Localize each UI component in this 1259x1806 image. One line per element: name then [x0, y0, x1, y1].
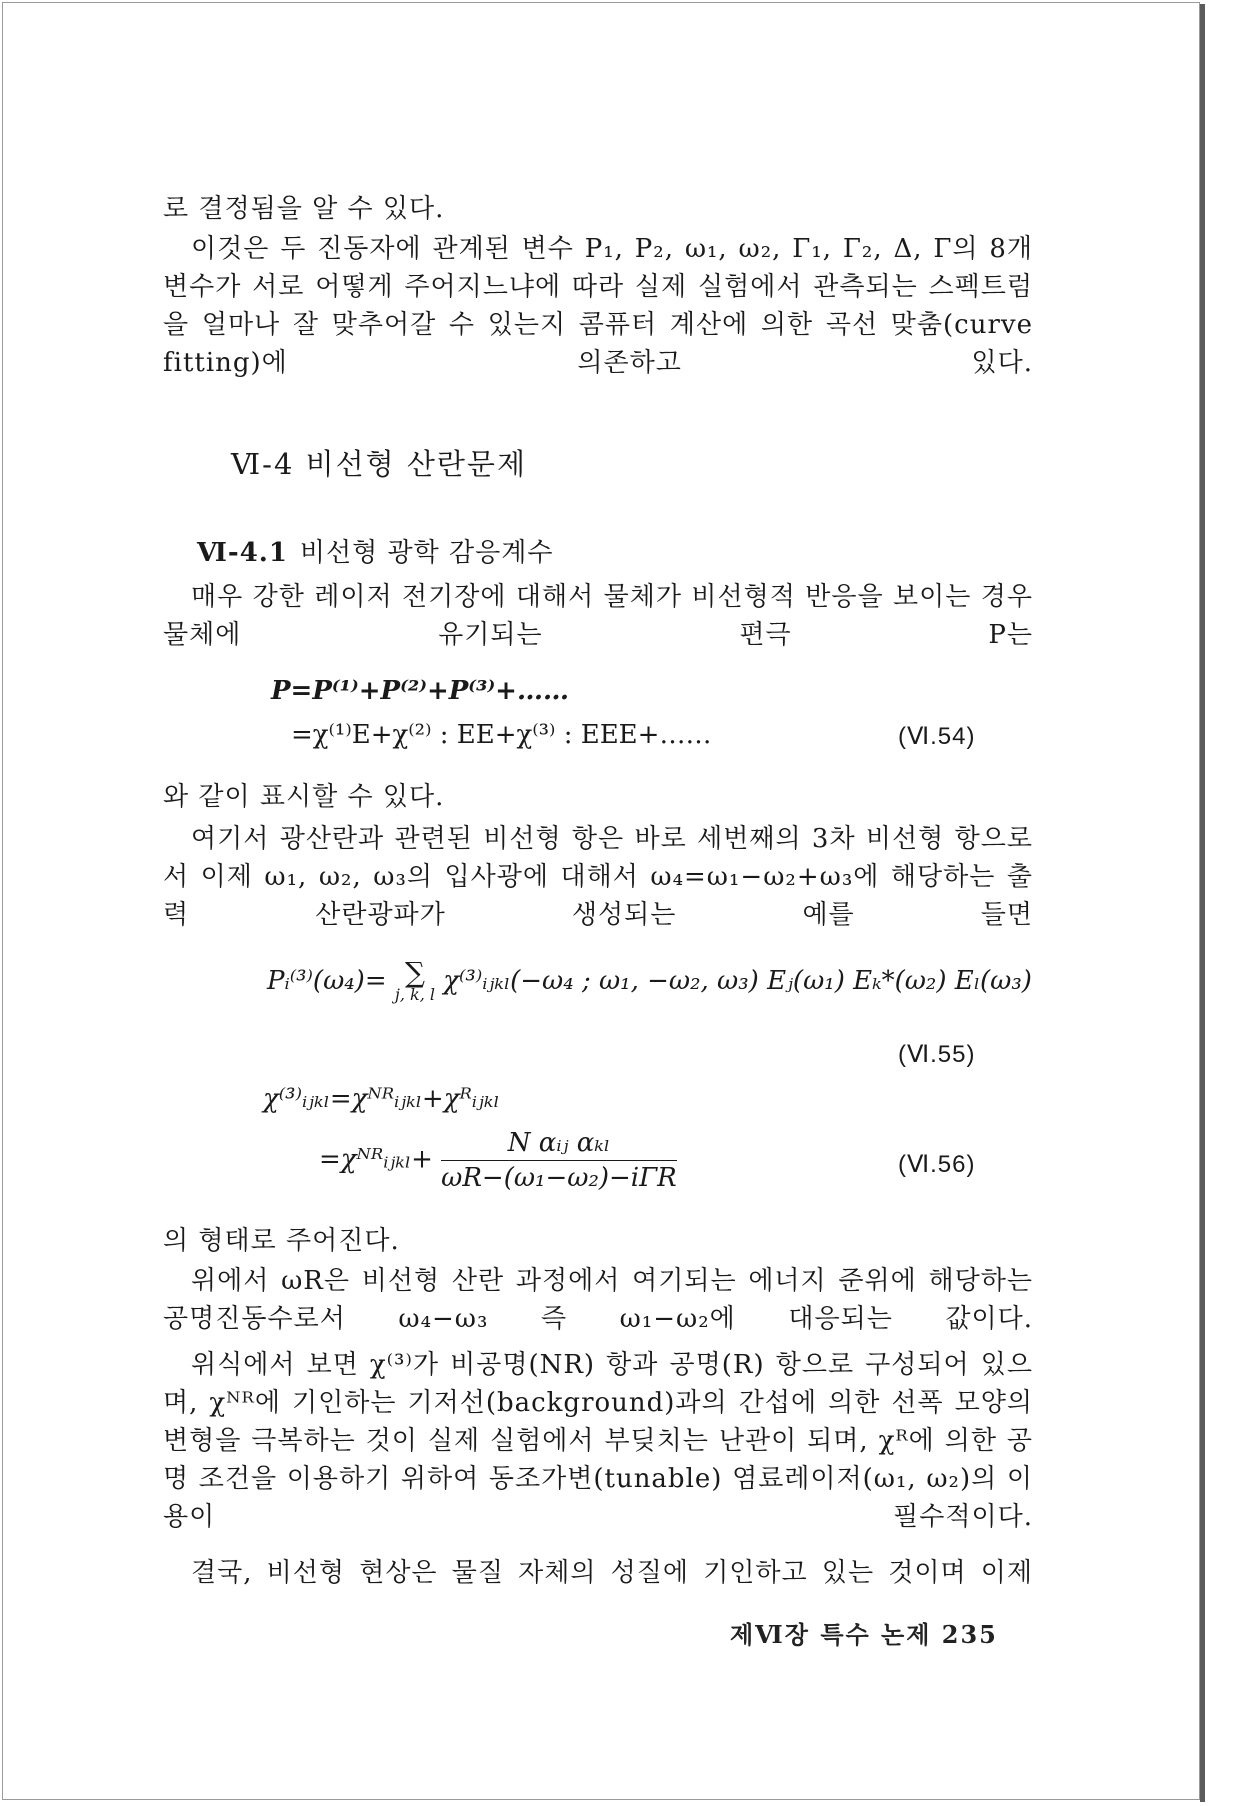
- subsection-heading: [197, 532, 554, 569]
- subsection-number: Ⅵ-4.1: [197, 538, 288, 568]
- equation-56-lhs: =χᴺᴿᵢⱼₖₗ+: [319, 1144, 433, 1175]
- equation-56-fraction: [441, 1128, 677, 1193]
- summation-symbol: ∑: [404, 956, 425, 989]
- paragraph-conclusion: 결국, 비선형 현상은 물질 자체의 성질에 기인하고 있는 것이며 이제: [191, 1558, 1033, 1588]
- subsection-title: 비선형 광학 감응계수: [299, 538, 554, 568]
- equation-54-line-1: P=P⁽¹⁾+P⁽²⁾+P⁽³⁾+……: [271, 676, 569, 706]
- equation-55-rhs: χ⁽³⁾ᵢⱼₖₗ(−ω₄ ; ω₁, −ω₂, ω₃) Eⱼ(ω₁) Eₖ*(ω₂) Eₗ(ω₃): [443, 966, 1032, 996]
- equation-56-line-1: χ⁽³⁾ᵢⱼₖₗ=χᴺᴿᵢⱼₖₗ+χᴿᵢⱼₖₗ: [263, 1084, 500, 1114]
- summation: [394, 956, 436, 1004]
- paragraph-form: 의 형태로 주어진다.: [163, 1226, 400, 1256]
- paragraph-third-order: 여기서 광산란과 관련된 비선형 항은 바로 세번째의 3차 비선형 항으로서 이제 ω₁, ω₂, ω₃의 입사광에 대해서 ω₄=ω₁−ω₂+ω₃에 해당하는 출력 산란광파가 생성되는 예를 들면: [163, 824, 1033, 930]
- equation-55-number: (Ⅵ.55): [898, 1041, 976, 1068]
- equation-56-number: (Ⅵ.56): [898, 1151, 976, 1178]
- page-footer: 제Ⅵ장 특수 논제 235: [730, 1620, 998, 1649]
- summation-index: j, k, l: [394, 985, 436, 1004]
- paragraph-curve-fitting: 이것은 두 진동자에 관계된 변수 P₁, P₂, ω₁, ω₂, Γ₁, Γ₂, Δ, Γ의 8개 변수가 서로 어떻게 주어지느냐에 따라 실제 실험에서 관측되는 스펙트럼을 얼마나 잘 맞추어갈 수 있는지 콤퓨터 계산에 의한 곡선 맞춤(curve fitting)에 의존하고 있다.: [163, 234, 1033, 378]
- paragraph-same-as: 와 같이 표시할 수 있다.: [163, 782, 445, 812]
- page-edge-shadow: [1200, 4, 1205, 1802]
- fraction-numerator: N αᵢⱼ αₖₗ: [441, 1128, 677, 1161]
- equation-55-lhs: Pᵢ⁽³⁾(ω₄)=: [267, 966, 387, 996]
- equation-55: [267, 956, 1032, 1004]
- equation-56-line-2: [319, 1128, 677, 1193]
- section-title: Ⅵ-4 비선형 산란문제: [231, 447, 527, 481]
- equation-54-number: (Ⅵ.54): [898, 723, 976, 750]
- fraction-denominator: ωR−(ω₁−ω₂)−iΓR: [441, 1163, 677, 1193]
- paragraph-components: 위식에서 보면 χ⁽³⁾가 비공명(NR) 항과 공명(R) 항으로 구성되어 있으며, χᴺᴿ에 기인하는 기저선(background)과의 간섭에 의한 선폭 모양의 변형을 극복하는 것이 실제 실험에서 부딪치는 난관이 되며, χᴿ에 의한 공명 조건을 이용하기 위하여 동조가변(tunable) 염료레이저(ω₁, ω₂)의 이용이 필수적이다.: [163, 1350, 1033, 1532]
- equation-54-line-2: =χ⁽¹⁾E+χ⁽²⁾ : EE+χ⁽³⁾ : EEE+……: [291, 720, 712, 750]
- paragraph-polarization: 매우 강한 레이저 전기장에 대해서 물체가 비선형적 반응을 보이는 경우 물체에 유기되는 편극 P는: [163, 582, 1033, 650]
- paragraph-continuation: 로 결정됨을 알 수 있다.: [163, 194, 445, 224]
- paragraph-omega-r: 위에서 ωR은 비선형 산란 과정에서 여기되는 에너지 준위에 해당하는 공명진동수로서 ω₄−ω₃ 즉 ω₁−ω₂에 대응되는 값이다.: [163, 1266, 1033, 1334]
